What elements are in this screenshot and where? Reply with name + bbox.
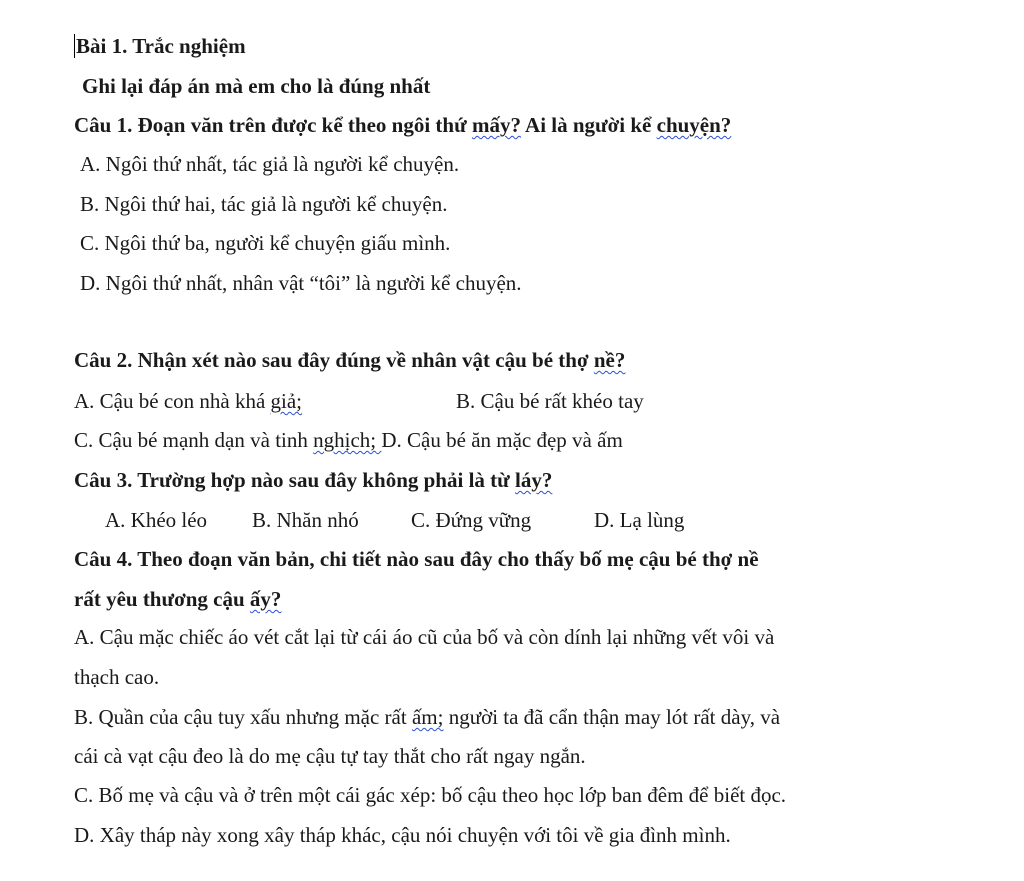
question-1-option-c: C. Ngôi thứ ba, người kể chuyện giấu mình. [80,231,451,255]
question-4-option-d: D. Xây tháp này xong xây tháp khác, cậu nói chuyện với tôi về gia đình mình. [74,823,731,847]
question-1-option-d: D. Ngôi thứ nhất, nhân vật “tôi” là người kể chuyện. [80,271,522,295]
question-4-option-b-prefix: B. Quần của cậu tuy xấu nhưng mặc rất [74,705,412,729]
question-1-option-b: B. Ngôi thứ hai, tác giả là người kể chuyện. [80,192,448,216]
question-2-prefix: Câu 2. Nhận xét nào sau đây đúng về nhân vật cậu bé thợ [74,348,594,372]
question-4-option-a-line-2: thạch cao. [74,665,160,689]
question-1-word-1: mấy? [471,113,521,137]
question-2-option-d: D. Cậu bé ăn mặc đẹp và ấm [381,428,623,452]
question-4-line-2 [74,585,281,613]
question-2-option-a-prefix: A. Cậu bé con nhà khá [74,389,271,413]
question-2 [74,346,625,374]
question-2-option-c [74,426,623,454]
question-3-option-b: B. Nhăn nhó [252,508,359,532]
question-2-option-a-word: giả; [270,389,303,413]
question-2-option-c-prefix: C. Cậu bé mạnh dạn và tinh [74,428,314,452]
question-4-option-c: C. Bố mẹ và cậu và ở trên một cái gác xép: bố cậu theo học lớp ban đêm để biết đọc. [74,783,787,807]
question-3-word: láy? [515,468,553,492]
question-1-prefix: Câu 1. Đoạn văn trên được kể theo ngôi thứ [74,113,472,137]
question-4-option-b-line-2: cái cà vạt cậu đeo là do mẹ cậu tự tay thắt cho rất ngay ngắn. [74,744,586,768]
question-3-prefix: Câu 3. Trường hợp nào sau đây không phải là từ [74,468,515,492]
question-3 [74,466,552,494]
question-4-option-b-line-1 [74,703,780,731]
question-2-word: nề? [593,348,626,372]
question-4-option-a-line-1: A. Cậu mặc chiếc áo vét cắt lại từ cái áo cũ của bố và còn dính lại những vết vôi và [74,625,775,649]
question-4-option-b-word: ấm; [411,705,444,729]
question-4-line-2-prefix: rất yêu thương cậu [74,587,250,611]
text-cursor [74,34,75,58]
question-3-option-a: A. Khéo léo [105,508,208,532]
question-1-mid: Ai là người kể [520,113,657,137]
question-4-line-1: Câu 4. Theo đoạn văn bản, chi tiết nào sau đây cho thấy bố mẹ cậu bé thợ nề [74,547,759,571]
question-2-option-a [74,387,302,415]
question-3-option-d: D. Lạ lùng [594,508,685,532]
section-title: Bài 1. Trắc nghiệm [76,34,246,58]
question-1-word-2: chuyện? [656,113,732,137]
question-1 [74,111,731,139]
question-2-option-b: B. Cậu bé rất khéo tay [456,389,644,413]
question-4-word: ấy? [249,587,282,611]
question-4-option-b-suffix: người ta đã cẩn thận may lót rất dày, và [443,705,781,729]
question-3-option-c: C. Đứng vững [411,508,532,532]
instruction: Ghi lại đáp án mà em cho là đúng nhất [82,74,431,98]
question-2-option-c-word: nghịch; [313,428,377,452]
question-1-option-a: A. Ngôi thứ nhất, tác giả là người kể chuyện. [80,152,460,176]
